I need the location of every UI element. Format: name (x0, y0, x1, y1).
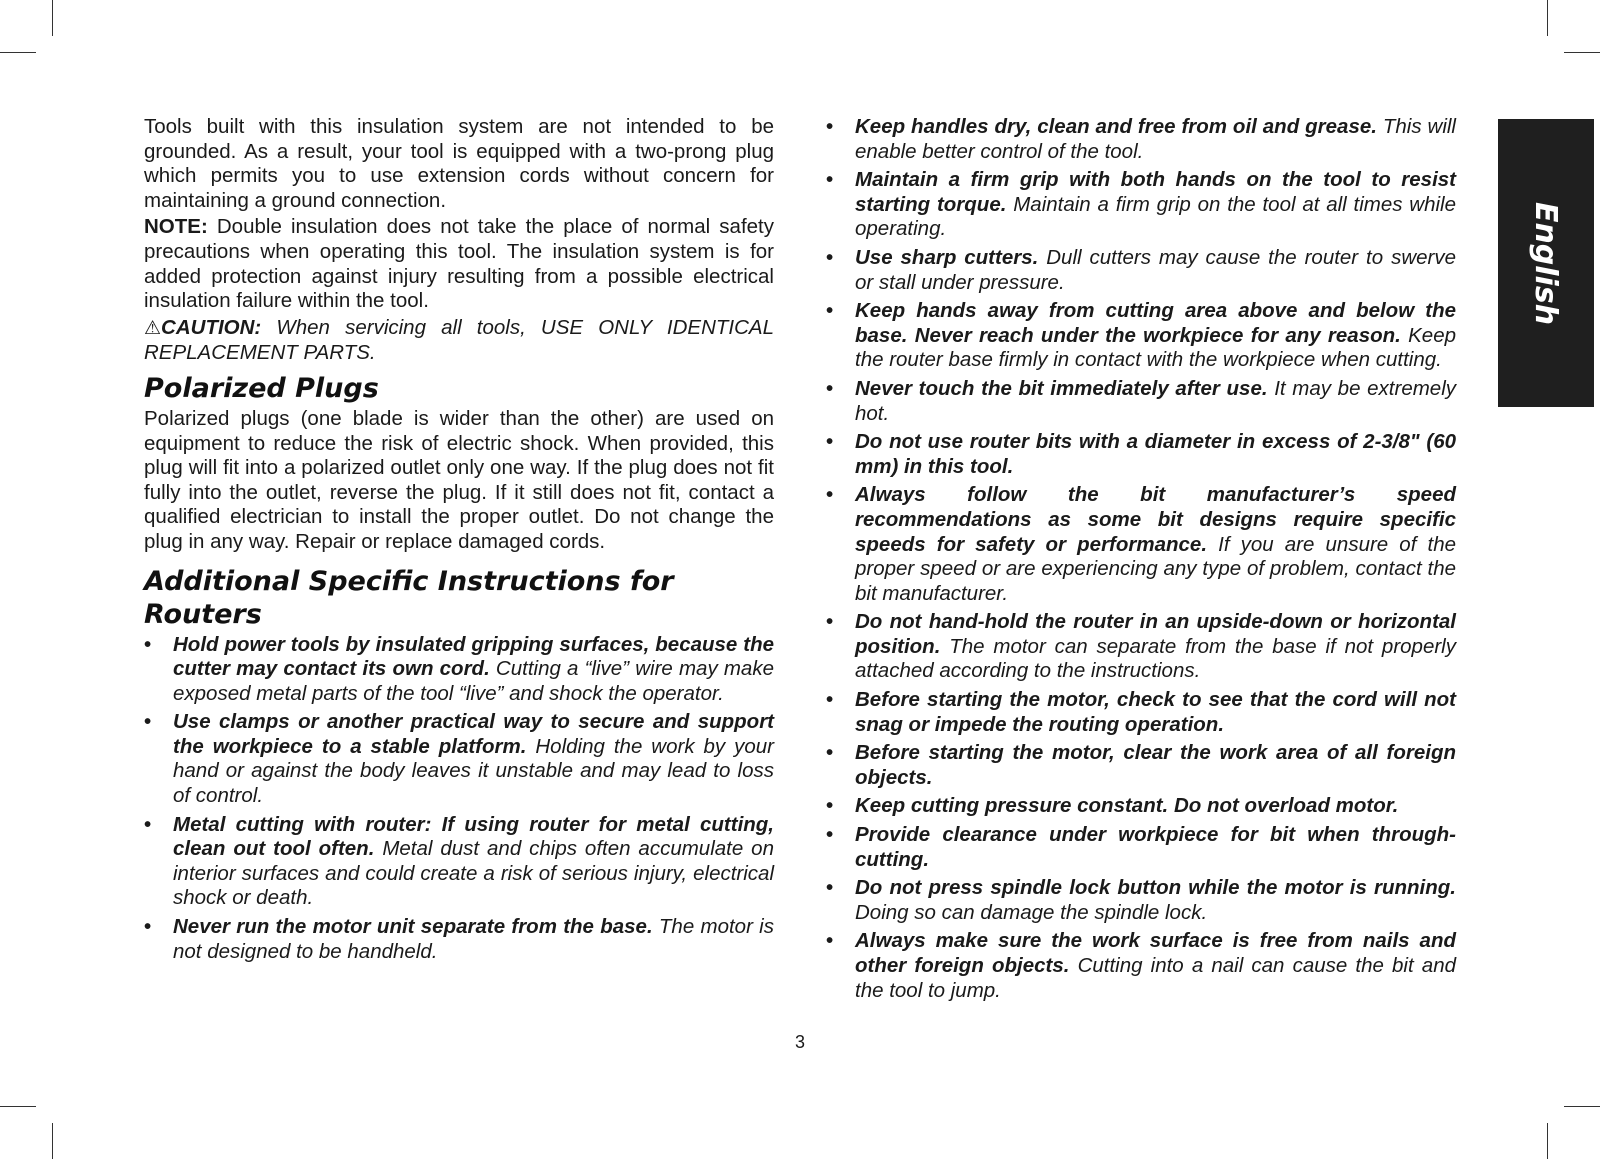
bullet-icon: • (826, 688, 834, 712)
bullet-icon: • (826, 741, 834, 765)
list-item (826, 876, 1456, 925)
bullet-icon: • (144, 812, 152, 836)
caution-text: When servicing all tools, USE ONLY IDENTICAL REPLACEMENT PARTS. (144, 315, 774, 365)
bullet-icon: • (826, 876, 834, 900)
bullet-icon: • (826, 299, 834, 323)
additional-instructions-heading: Additional Specific Instructions for Routers (144, 565, 674, 630)
left-bullet-list (144, 633, 774, 965)
bullet-bold-text: Keep hands away from cutting area above and below the base. Never reach under the workpiece for any reason. (855, 299, 1456, 347)
bullet-icon: • (826, 115, 834, 138)
list-item (826, 299, 1456, 373)
note-label: NOTE: (144, 215, 208, 239)
bullet-bold-text: Before starting the motor, clear the work area of all foreign objects. (855, 741, 1456, 789)
right-column (826, 115, 1456, 1007)
bullet-text: Keep the router base firmly in contact with the workpiece when cutting. (855, 323, 1456, 372)
bullet-bold-text: Before starting the motor, check to see that the cord will not snag or impede the routing operation. (855, 688, 1456, 736)
bullet-text: This will enable better control of the tool. (855, 115, 1456, 163)
bullet-text: The motor can separate from the base if not properly attached according to the instructions. (855, 634, 1456, 683)
list-item (826, 115, 1456, 164)
bullet-bold-text: Use clamps or another practical way to secure and support the workpiece to a stable platform. (173, 710, 774, 758)
polarized-plugs-paragraph: Polarized plugs (one blade is wider than the other) are used on equipment to reduce the risk of electric shock. When provided, this plug will fit into a polarized outlet only one way. If the plug does not fit fully into the outlet, reverse the plug. If it still does not fit, contact a qualified electrician to install the proper outlet. Do not change the plug in any way. Repair or replace damaged cords. (144, 406, 774, 553)
list-item (826, 929, 1456, 1003)
bullet-bold-text: Never run the motor unit separate from the base. (173, 915, 653, 939)
bullet-text: It may be extremely hot. (855, 376, 1457, 425)
language-tab-label: English (1528, 201, 1564, 325)
bullet-text: Cutting into a nail can cause the bit and the tool to jump. (855, 954, 1456, 1002)
list-item (826, 741, 1456, 790)
bullet-bold-text: Always follow the bit manufacturer’s speed recommendations as some bit designs require specific speeds for safety or performance. (855, 483, 1456, 556)
list-item (826, 823, 1456, 872)
list-item (144, 813, 774, 911)
bullet-bold-text: Keep cutting pressure constant. Do not overload motor. (855, 794, 1399, 818)
bullet-text: Metal dust and chips often accumulate on interior surfaces and could create a risk of serious injury, electrical shock or death. (173, 837, 774, 910)
bullet-bold-text: Do not use router bits with a diameter in excess of 2-3/8" (60 mm) in this tool. (855, 430, 1456, 478)
list-item (144, 633, 774, 707)
bullet-text: Cutting a “live” wire may make exposed metal parts of the tool “live” and shock the operator. (173, 657, 774, 705)
crop-mark (0, 52, 36, 53)
note-paragraph (144, 215, 774, 313)
list-item (826, 168, 1456, 242)
bullet-bold-text: Never touch the bit immediately after use. (855, 376, 1268, 400)
bullet-icon: • (826, 376, 834, 400)
bullet-bold-text: Always make sure the work surface is free from nails and other foreign objects. (855, 929, 1456, 977)
bullet-bold-text: Use sharp cutters. (855, 245, 1039, 269)
insulation-intro-paragraph: Tools built with this insulation system are not intended to be grounded. As a result, your tool is equipped with a two-prong plug which permits you to use extension cords without concern for maintaining a ground connection. (144, 115, 774, 212)
bullet-icon: • (826, 430, 834, 454)
list-item (826, 377, 1456, 426)
crop-mark (52, 0, 53, 36)
bullet-bold-text: Keep handles dry, clean and free from oil and grease. (855, 115, 1377, 138)
bullet-bold-text: Maintain a firm grip with both hands on the tool to resist starting torque. (855, 168, 1456, 216)
bullet-icon: • (826, 610, 834, 634)
bullet-text: Maintain a firm grip on the tool at all times while operating. (855, 192, 1456, 241)
list-item (826, 794, 1456, 819)
bullet-text: If you are unsure of the proper speed or are experiencing any type of problem, contact the bit manufacturer. (855, 532, 1456, 605)
bullet-icon: • (826, 929, 834, 953)
page-number: 3 (794, 1032, 805, 1052)
list-item (826, 483, 1456, 606)
list-item (826, 610, 1456, 684)
crop-mark (1564, 1106, 1600, 1107)
crop-mark (0, 1106, 36, 1107)
bullet-icon: • (826, 823, 834, 847)
bullet-icon: • (826, 483, 834, 507)
bullet-icon: • (826, 794, 834, 818)
bullet-text: Holding the work by your hand or against the body leaves it unstable and may lead to loss of control. (173, 734, 774, 808)
crop-mark (52, 1123, 53, 1159)
bullet-bold-text: Do not hand-hold the router in an upside-down or horizontal position. (855, 610, 1456, 658)
bullet-icon: • (144, 632, 152, 656)
crop-mark (1564, 52, 1600, 53)
crop-mark (1547, 0, 1548, 36)
list-item (826, 246, 1456, 295)
bullet-icon: • (826, 168, 834, 192)
list-item (144, 915, 774, 964)
bullet-bold-text: Hold power tools by insulated gripping surfaces, because the cutter may contact its own cord. (173, 632, 774, 681)
left-column (144, 115, 774, 968)
bullet-text: The motor is not designed to be handheld. (173, 915, 774, 963)
bullet-bold-text: Do not press spindle lock button while the motor is running. (855, 876, 1456, 900)
bullet-text: Doing so can damage the spindle lock. (855, 900, 1208, 924)
bullet-icon: • (826, 245, 834, 269)
warning-triangle-icon: ⚠ (144, 317, 162, 339)
right-bullet-list (826, 115, 1456, 1003)
bullet-bold-text: Metal cutting with router: If using router for metal cutting, clean out tool often. (173, 812, 774, 861)
bullet-icon: • (144, 915, 152, 939)
caution-label: CAUTION: (161, 315, 262, 339)
polarized-plugs-heading: Polarized Plugs (144, 372, 379, 404)
list-item (826, 688, 1456, 737)
language-tab (1498, 119, 1594, 407)
bullet-bold-text: Provide clearance under workpiece for bit when through-cutting. (855, 823, 1456, 871)
crop-mark (1547, 1123, 1548, 1159)
bullet-text: Dull cutters may cause the router to swerve or stall under pressure. (855, 245, 1457, 294)
note-text: Double insulation does not take the place of normal safety precautions when operating this tool. The insulation system is for added protection against injury resulting from a possible electrical insulation failure within the tool. (144, 215, 774, 313)
caution-paragraph (144, 316, 774, 366)
list-item (826, 430, 1456, 479)
bullet-icon: • (144, 710, 152, 734)
list-item (144, 710, 774, 808)
